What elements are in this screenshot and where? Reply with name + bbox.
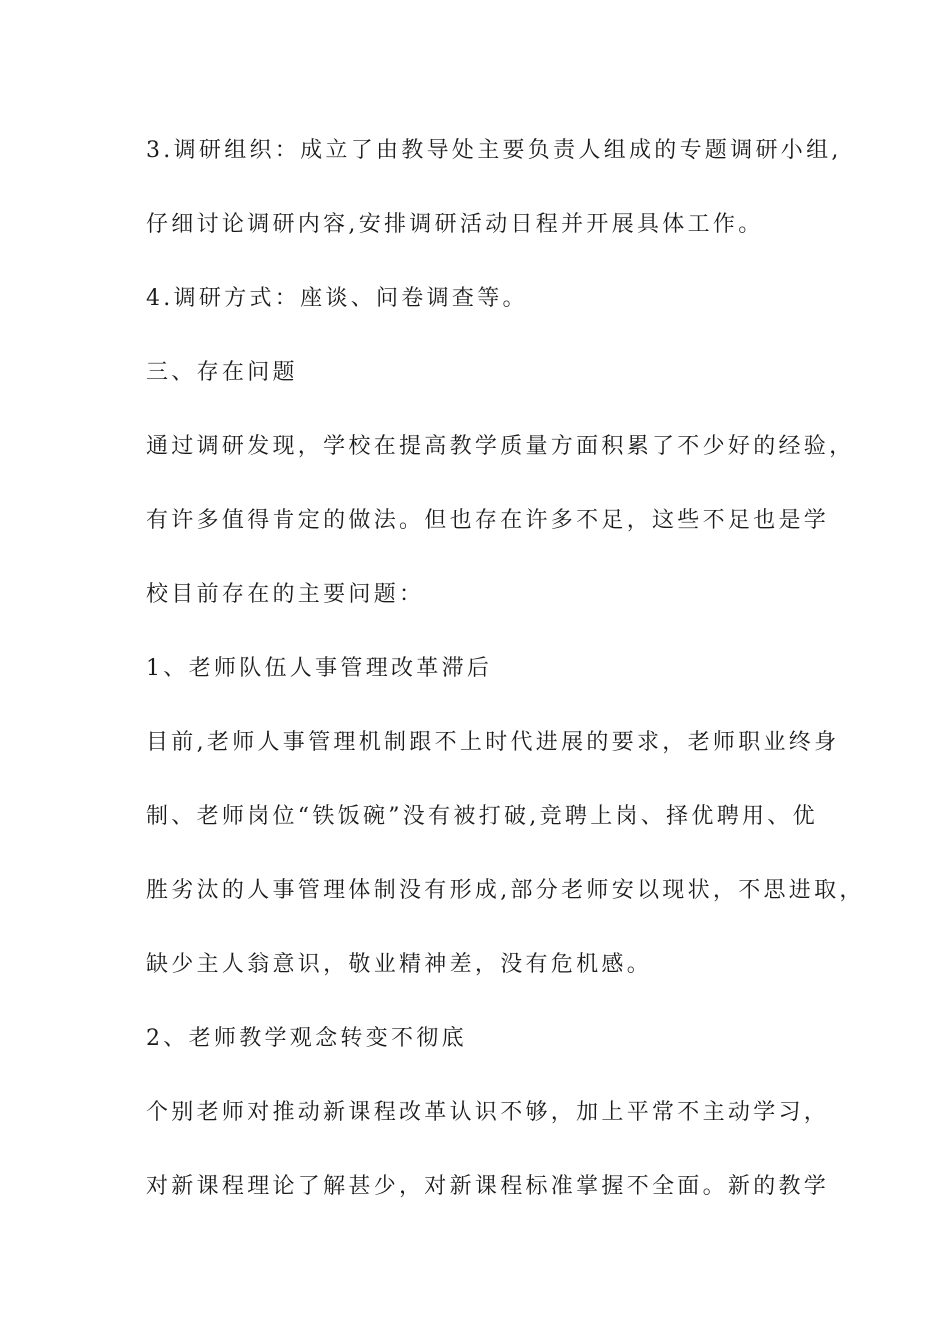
text-line: 通过调研发现，学校在提高教学质量方面积累了不少好的经验， xyxy=(146,434,855,459)
subsection-heading: 1、老师队伍人事管理改革滞后 xyxy=(146,656,493,681)
text-line: 个别老师对推动新课程改革认识不够，加上平常不主动学习， xyxy=(146,1100,830,1125)
text-line: 仔细讨论调研内容,安排调研活动日程并开展具体工作。 xyxy=(146,212,764,237)
text-line: 校目前存在的主要问题： xyxy=(146,582,425,607)
subsection-heading: 2、老师教学观念转变不彻底 xyxy=(146,1026,467,1051)
text-line: 4.调研方式：座谈、问卷调查等。 xyxy=(146,286,528,311)
text-line: 制、老师岗位“铁饭碗”没有被打破,竞聘上岗、择优聘用、优 xyxy=(146,804,818,829)
text-line: 目前,老师人事管理机制跟不上时代进展的要求，老师职业终身 xyxy=(146,730,840,755)
text-line: 缺少主人翁意识，敬业精神差，没有危机感。 xyxy=(146,952,653,977)
text-line: 3.调研组织：成立了由教导处主要负责人组成的专题调研小组, xyxy=(146,138,842,163)
text-line: 胜劣汰的人事管理体制没有形成,部分老师安以现状，不思进取， xyxy=(146,878,865,903)
section-heading: 三、存在问题 xyxy=(146,360,298,385)
text-line: 对新课程理论了解甚少，对新课程标准掌握不全面。新的教学 xyxy=(146,1174,830,1199)
text-line: 有许多值得肯定的做法。但也存在许多不足，这些不足也是学 xyxy=(146,508,830,533)
